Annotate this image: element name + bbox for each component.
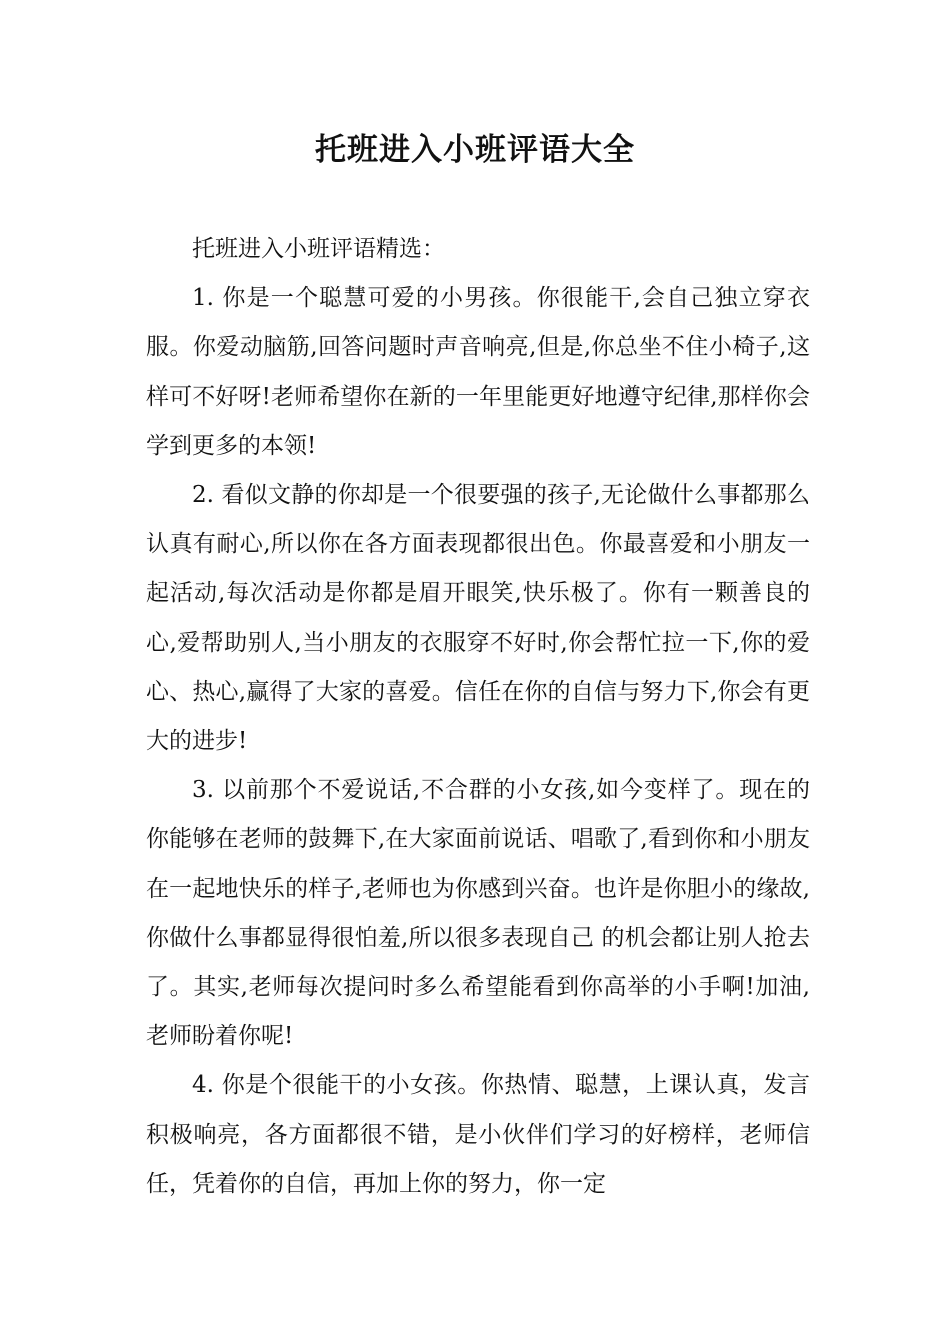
comment-paragraph-2: 2. 看似文静的你却是一个很要强的孩子,无论做什么事都那么认真有耐心,所以你在各方面表现都很出色。你最喜爱和小朋友一起活动,每次活动是你都是眉开眼笑,快乐极了。你有一颗善良的心,爱帮助别人,当小朋友的衣服穿不好时,你会帮忙拉一下,你的爱心、热心,赢得了大家的喜爱。信任在你的自信与努力下,你会有更大的进步!	[146, 482, 810, 755]
document-title: 托班进入小班评语大全	[315, 132, 635, 168]
document-body	[146, 225, 810, 1209]
comment-paragraph-1: 1. 你是一个聪慧可爱的小男孩。你很能干,会自己独立穿衣服。你爱动脑筋,回答问题时声音响亮,但是,你总坐不住小椅子,这样可不好呀!老师希望你在新的一年里能更好地遵守纪律,那样你会学到更多的本领!	[146, 285, 810, 459]
comment-paragraph-3: 3. 以前那个不爱说话,不合群的小女孩,如今变样了。现在的你能够在老师的鼓舞下,在大家面前说话、唱歌了,看到你和小朋友在一起地快乐的样子,老师也为你感到兴奋。也许是你胆小的缘故,你做什么事都显得很怕羞,所以很多表现自己 的机会都让别人抢去了。其实,老师每次提问时多么希望能看到你高举的小手啊!加油,老师盼着你呢!	[146, 777, 810, 1050]
intro-paragraph: 托班进入小班评语精选：	[192, 236, 445, 262]
comment-paragraph-4: 4. 你是个很能干的小女孩。你热情、聪慧，上课认真，发言积极响亮，各方面都很不错，是小伙伴们学习的好榜样，老师信任，凭着你的自信，再加上你的努力，你一定	[146, 1072, 810, 1197]
